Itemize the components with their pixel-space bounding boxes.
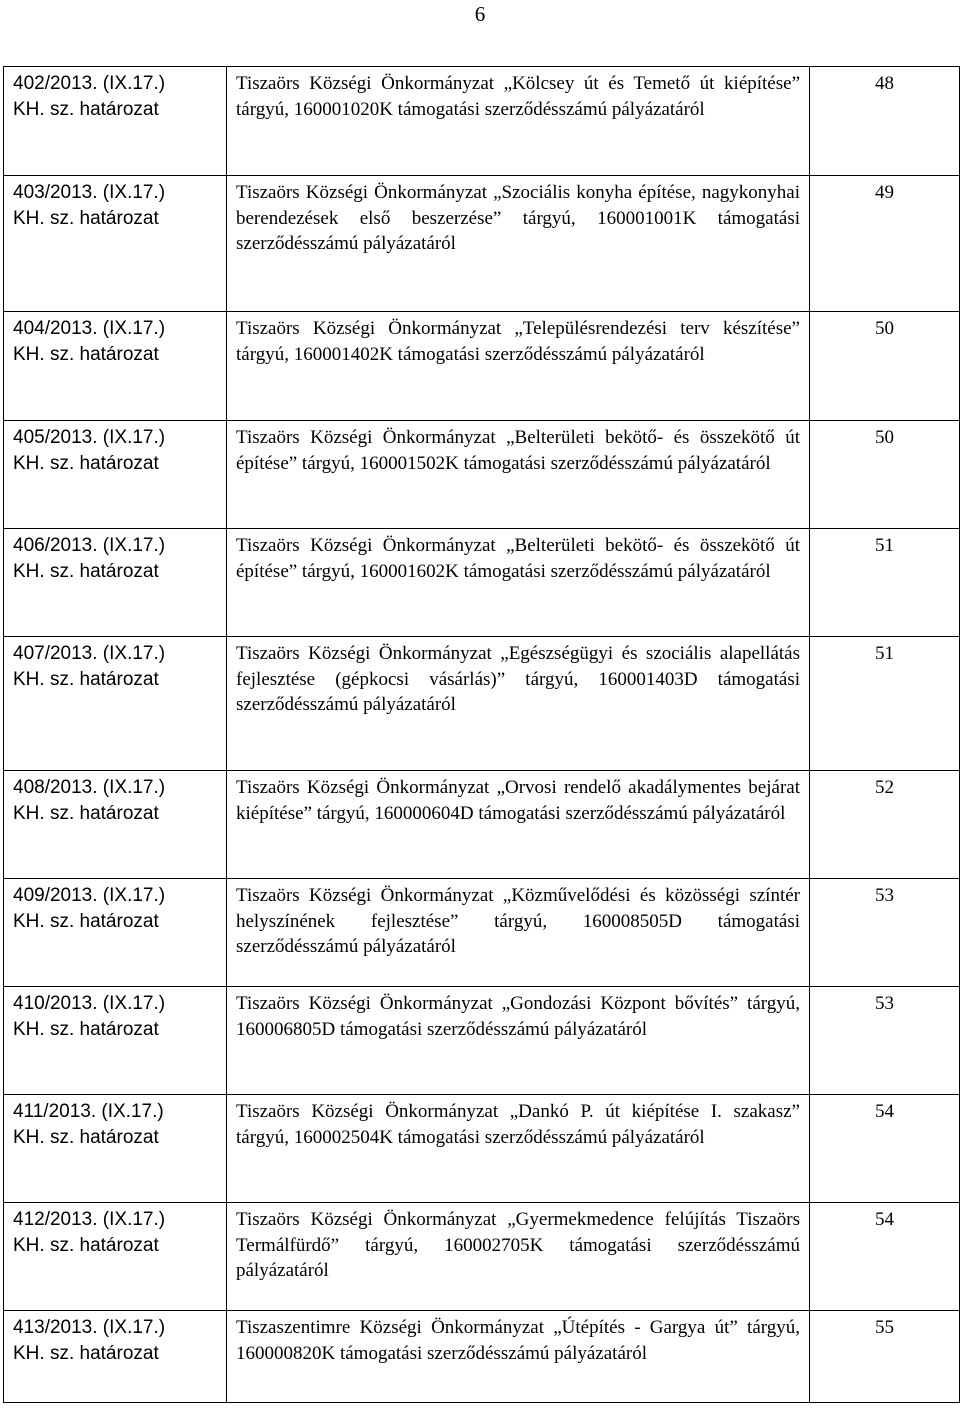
resolution-description: Tiszaörs Községi Önkormányzat „Kölcsey út és Temető út kiépítése” tárgyú, 160001020K támogatási szerződésszámú pályázatáról [227, 67, 810, 176]
resolution-reference: 403/2013. (IX.17.) KH. sz. határozat [4, 176, 227, 312]
table-row [4, 1203, 960, 1311]
resolution-reference: 407/2013. (IX.17.) KH. sz. határozat [4, 637, 227, 771]
resolution-reference: 405/2013. (IX.17.) KH. sz. határozat [4, 421, 227, 529]
resolution-description: Tiszaörs Községi Önkormányzat „Belterületi bekötő- és összekötő út építése” tárgyú, 160001602K támogatási szerződésszámú pályázatáról [227, 529, 810, 637]
page-reference: 51 [810, 637, 960, 771]
resolution-description: Tiszaörs Községi Önkormányzat „Gyermekmedence felújítás Tiszaörs Termálfürdő” tárgyú, 160002705K támogatási szerződésszámú pályázatáról [227, 1203, 810, 1311]
page-reference: 55 [810, 1311, 960, 1403]
resolution-reference: 404/2013. (IX.17.) KH. sz. határozat [4, 312, 227, 421]
resolution-reference: 410/2013. (IX.17.) KH. sz. határozat [4, 987, 227, 1095]
table-row [4, 1311, 960, 1403]
page-reference: 52 [810, 771, 960, 879]
table-row [4, 1095, 960, 1203]
resolution-reference: 406/2013. (IX.17.) KH. sz. határozat [4, 529, 227, 637]
table-row [4, 771, 960, 879]
page-reference: 53 [810, 879, 960, 987]
resolution-description: Tiszaörs Községi Önkormányzat „Településrendezési terv készítése” tárgyú, 160001402K támogatási szerződésszámú pályázatáról [227, 312, 810, 421]
page-reference: 51 [810, 529, 960, 637]
resolution-reference: 408/2013. (IX.17.) KH. sz. határozat [4, 771, 227, 879]
resolution-description: Tiszaörs Községi Önkormányzat „Dankó P. út kiépítése I. szakasz” tárgyú, 160002504K támogatási szerződésszámú pályázatáról [227, 1095, 810, 1203]
resolution-reference: 409/2013. (IX.17.) KH. sz. határozat [4, 879, 227, 987]
resolution-reference: 412/2013. (IX.17.) KH. sz. határozat [4, 1203, 227, 1311]
resolution-description: Tiszaörs Községi Önkormányzat „Gondozási Központ bővítés” tárgyú, 160006805D támogatási szerződésszámú pályázatáról [227, 987, 810, 1095]
resolution-description: Tiszaörs Községi Önkormányzat „Szociális konyha építése, nagykonyhai berendezések első beszerzése” tárgyú, 160001001K támogatási szerződésszámú pályázatáról [227, 176, 810, 312]
page-reference: 53 [810, 987, 960, 1095]
table-row [4, 987, 960, 1095]
page-reference: 50 [810, 421, 960, 529]
resolution-reference: 413/2013. (IX.17.) KH. sz. határozat [4, 1311, 227, 1403]
table-row [4, 879, 960, 987]
resolution-description: Tiszaörs Községi Önkormányzat „Egészségügyi és szociális alapellátás fejlesztése (gépkocsi vásárlás)” tárgyú, 160001403D támogatási szerződésszámú pályázatáról [227, 637, 810, 771]
table-row [4, 637, 960, 771]
page-number: 6 [474, 2, 486, 26]
page-reference: 54 [810, 1203, 960, 1311]
page-reference: 49 [810, 176, 960, 312]
resolution-reference: 402/2013. (IX.17.) KH. sz. határozat [4, 67, 227, 176]
page-reference: 54 [810, 1095, 960, 1203]
page-reference: 50 [810, 312, 960, 421]
table-row [4, 421, 960, 529]
resolution-description: Tiszaörs Községi Önkormányzat „Közművelődési és közösségi színtér helyszínének fejlesztése” tárgyú, 160008505D támogatási szerződésszámú pályázatáról [227, 879, 810, 987]
resolution-description: Tiszaörs Községi Önkormányzat „Orvosi rendelő akadálymentes bejárat kiépítése” tárgyú, 160000604D támogatási szerződésszámú pályázatáról [227, 771, 810, 879]
resolution-description: Tiszaszentimre Községi Önkormányzat „Útépítés - Gargya út” tárgyú, 160000820K támogatási szerződésszámú pályázatáról [227, 1311, 810, 1403]
resolution-description: Tiszaörs Községi Önkormányzat „Belterületi bekötő- és összekötő út építése” tárgyú, 160001502K támogatási szerződésszámú pályázatáról [227, 421, 810, 529]
table-row [4, 529, 960, 637]
table-row [4, 176, 960, 312]
page-reference: 48 [810, 67, 960, 176]
table-row [4, 312, 960, 421]
resolution-reference: 411/2013. (IX.17.) KH. sz. határozat [4, 1095, 227, 1203]
table-row [4, 67, 960, 176]
resolution-index-table [3, 66, 960, 1403]
